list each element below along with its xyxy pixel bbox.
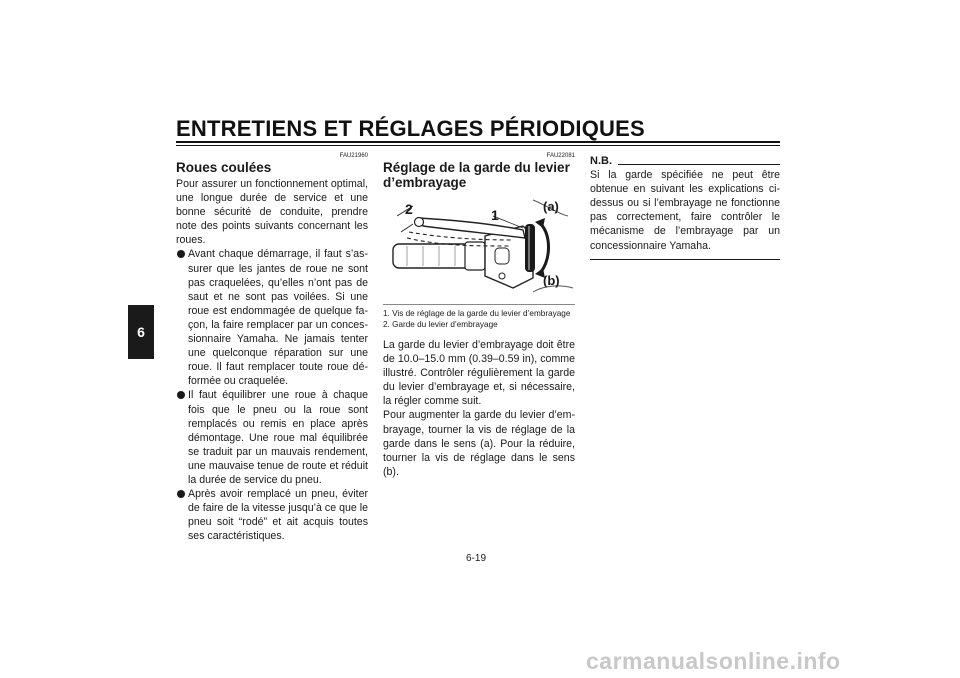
- list-item: [176, 388, 368, 487]
- figure-captions: [383, 309, 575, 330]
- chapter-tab: 6: [128, 305, 154, 359]
- figure-label-a: (a): [543, 199, 559, 214]
- column-wheels: [176, 150, 368, 543]
- wheels-intro: Pour assurer un fonctionnement optimal, une longue durée de service et une bonne sécurité de conduite, prendre note des points suivants concernant les roues.: [176, 178, 368, 247]
- figure-label-2: 2: [405, 201, 413, 217]
- note-rule: [618, 164, 780, 165]
- bullet-text: Avant chaque démarrage, il faut s’assurer que les jantes de roue ne sont pas craquelées, qu’elles n’ont pas de saut et ne sont pas voilées. Si une roue est endommagée de quelque façon, la faire remplacer par un concessionnaire Yamaha. Ne jamais tenter une quelconque réparation sur une roue. Il faut remplacer toute roue déformée ou craquelée.: [188, 248, 368, 388]
- note-label: N.B.: [590, 155, 612, 167]
- caption-item: 1. Vis de réglage de la garde du levier d’embrayage: [383, 309, 571, 318]
- clutch-para-2: Pour augmenter la garde du levier d’embrayage, tourner la vis de réglage de la garde dans le sens (a). Pour la réduire, tourner la vis de réglage dans le sens (b).: [383, 409, 575, 478]
- section-title-clutch: Réglage de la garde du levier d’embrayage: [383, 160, 570, 190]
- note-text: Si la garde spécifiée ne peut être obtenue en suivant les explications ci-dessus ou si l’embrayage ne fonctionne pas correctement, faire contrôler le mécanisme de l’embrayage par un concessionnaire Yamaha.: [590, 169, 780, 252]
- column-note: [590, 152, 780, 260]
- bullet-text: Il faut équilibrer une roue à chaque fois que le pneu ou la roue sont remplacés ou remis en place après démontage. Une roue mal équilibrée se traduit par un mauvais rendement, une mauvaise tenue de route et réduit la durée de service du pneu.: [188, 389, 368, 486]
- figure-label-1: 1: [491, 207, 499, 223]
- page-number: 6-19: [466, 553, 487, 564]
- section-code: FAU21960: [339, 153, 368, 159]
- list-item: [176, 487, 368, 543]
- clutch-para-1: La garde du levier d’embrayage doit être de 10.0–15.0 mm (0.39–0.59 in), comme illustré. Contrôler régulièrement la garde du levier d’embrayage et, si nécessaire, la régler comme suit.: [383, 339, 575, 408]
- bullet-icon: [177, 490, 185, 498]
- bullet-icon: [177, 250, 185, 258]
- bullet-text: Après avoir remplacé un pneu, éviter de faire de la vitesse jusqu’à ce que le pneu soit “rodé” et ait acquis toutes ses caractéristiques.: [188, 488, 368, 543]
- note-end-rule: [590, 259, 780, 260]
- bullet-icon: [177, 391, 185, 399]
- caption-item: 2. Garde du levier d’embrayage: [383, 319, 498, 329]
- watermark: carmanualsonline.info: [586, 648, 841, 674]
- page-title: ENTRETIENS ET RÉGLAGES PÉRIODIQUES: [176, 116, 645, 141]
- figure-rule: [383, 304, 575, 305]
- wheels-bullet-list: [176, 247, 368, 543]
- section-code: FAU22081: [546, 153, 575, 159]
- note-header: [590, 154, 780, 168]
- header-rule-thin: [176, 145, 780, 146]
- figure-label-b: (b): [543, 273, 560, 288]
- clutch-lever-figure: [383, 196, 575, 300]
- header-rule: [176, 141, 780, 143]
- column-clutch: [383, 150, 575, 479]
- section-title-wheels: Roues coulées: [176, 160, 272, 175]
- list-item: [176, 247, 368, 388]
